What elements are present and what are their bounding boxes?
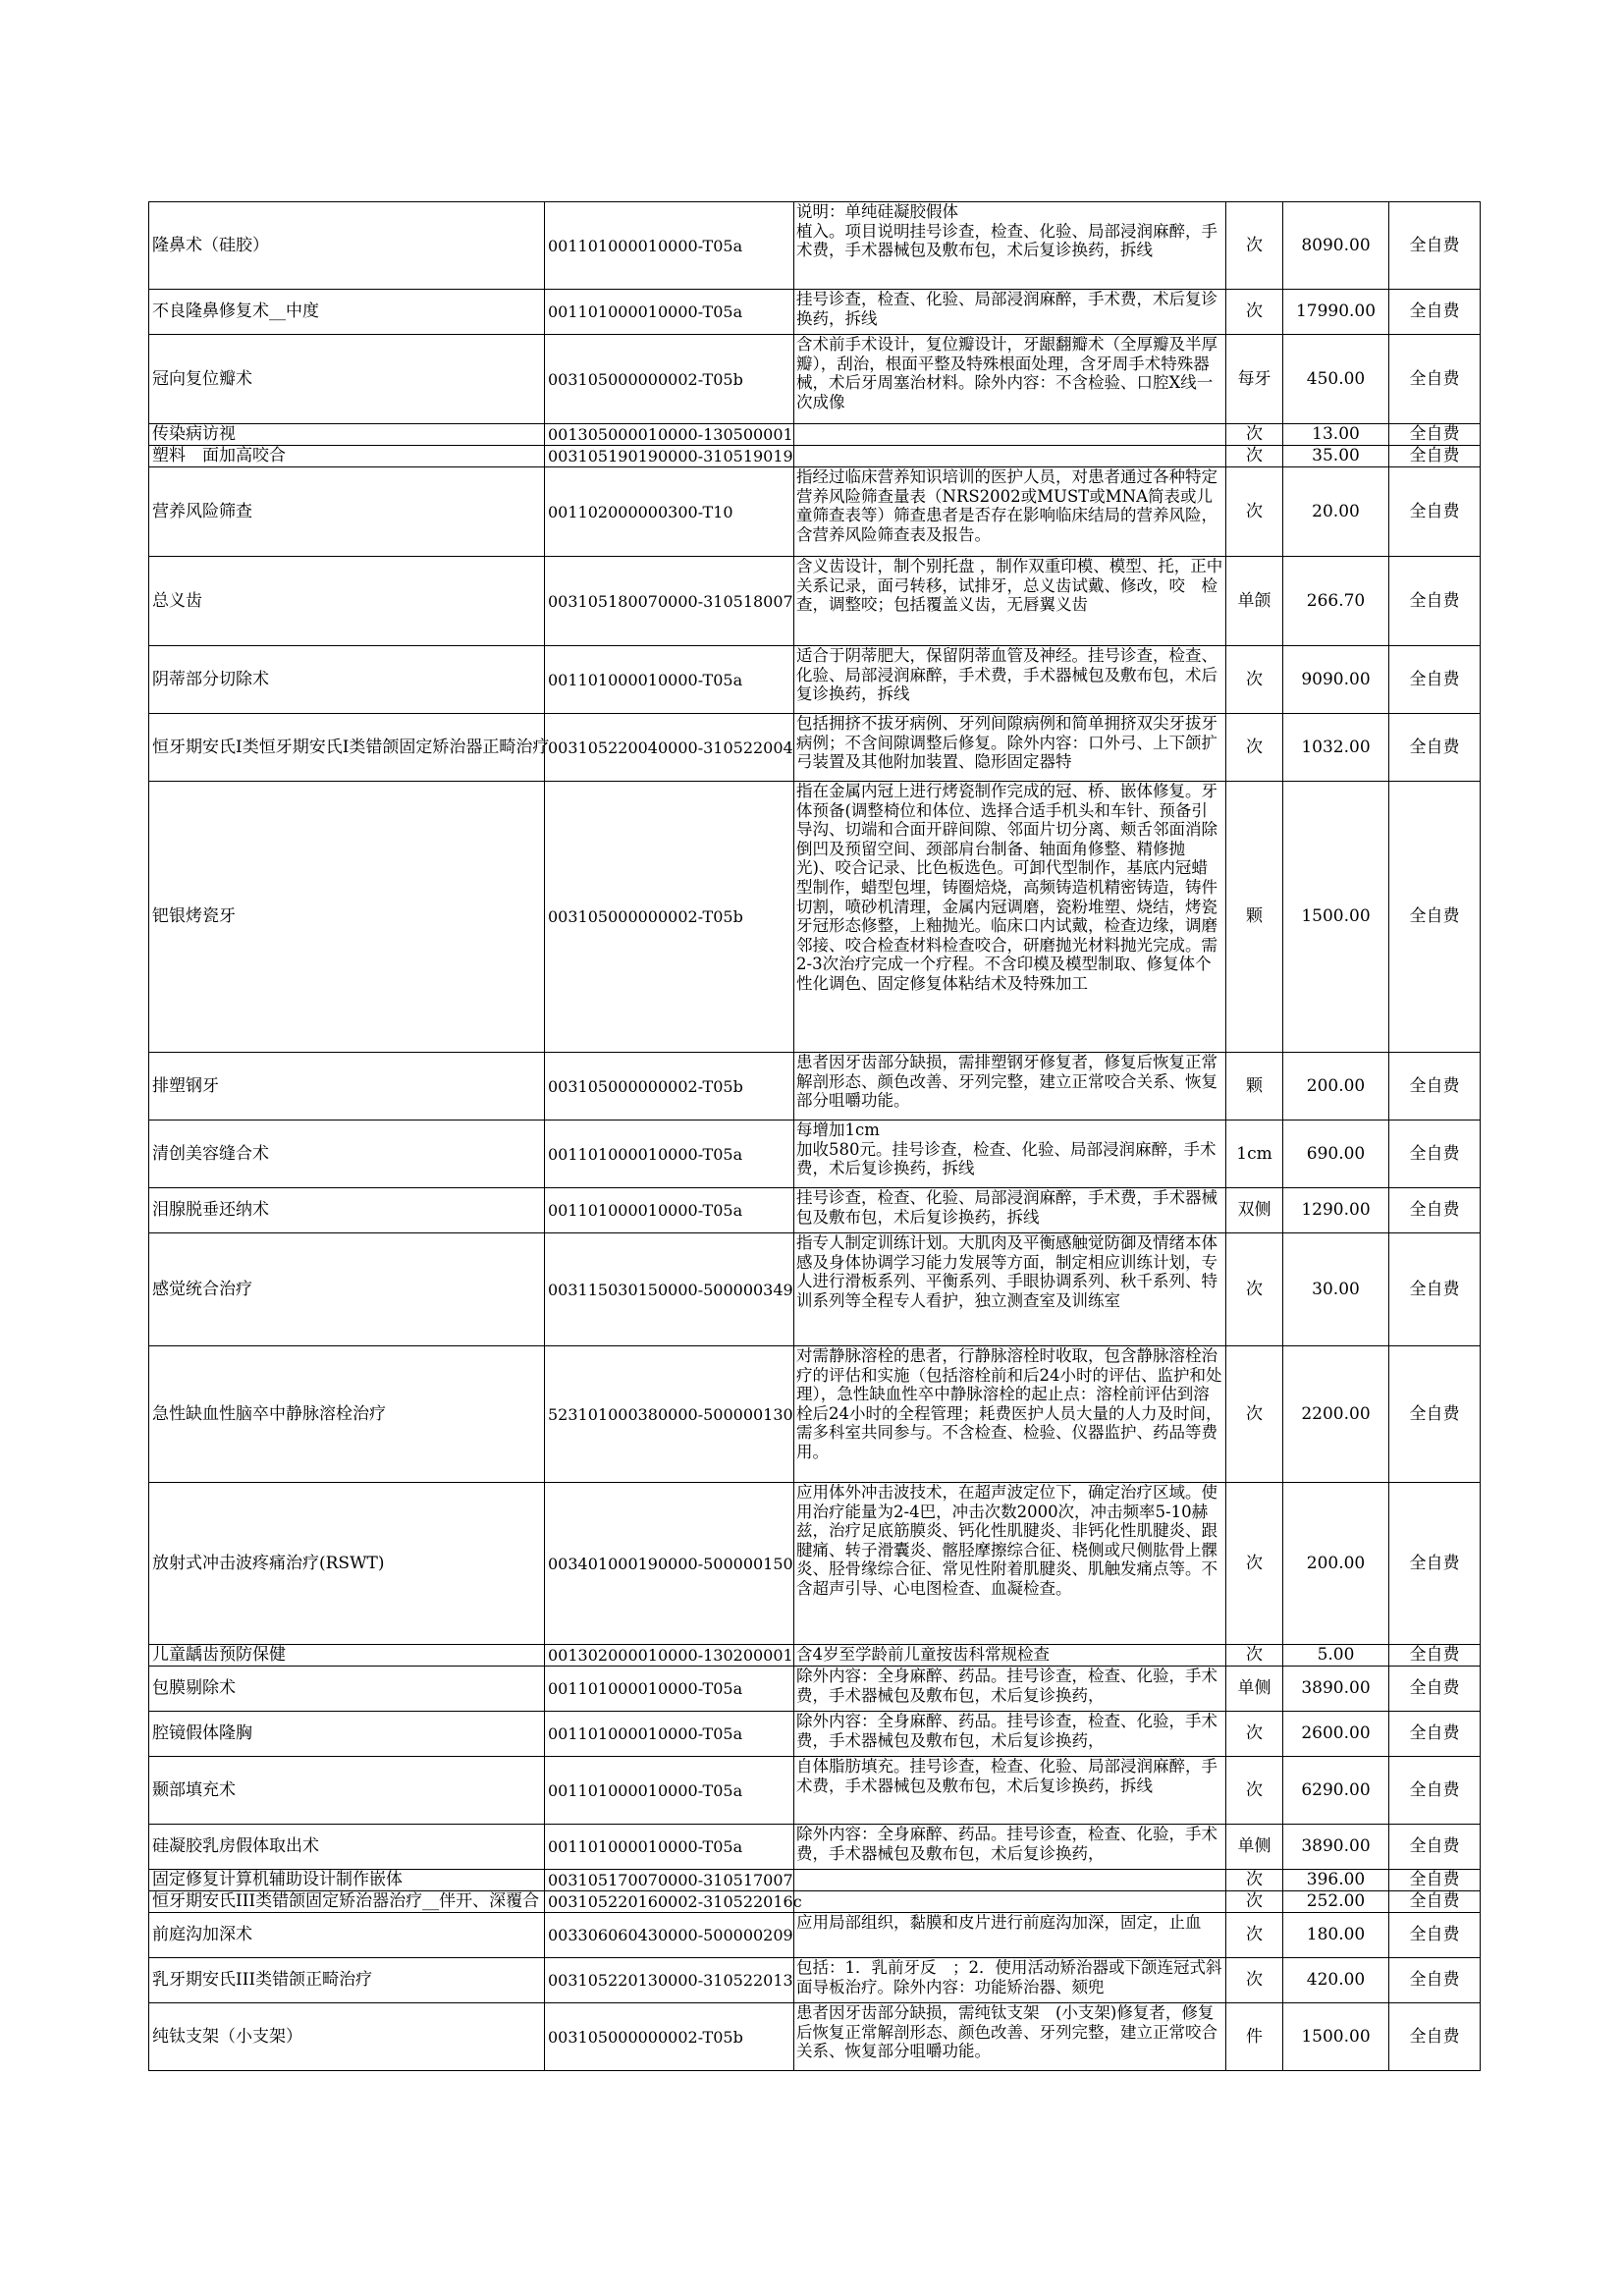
item-payment-type: 全自费 xyxy=(1389,782,1481,1053)
item-unit: 次 xyxy=(1226,1958,1283,2003)
item-code: 003105180070000-310518007 xyxy=(545,557,794,646)
item-payment-type: 全自费 xyxy=(1389,290,1481,335)
item-code: 001101000010000-T05a xyxy=(545,646,794,714)
item-description: 除外内容：全身麻醉、药品。挂号诊查，检查、化验，手术费，手术器械包及敷布包，术后复诊换药， xyxy=(794,1825,1226,1870)
item-description: 应用体外冲击波技术，在超声波定位下，确定治疗区域。使用治疗能量为2-4巴，冲击次数2000次，冲击频率5-10赫兹，治疗足底筋膜炎、钙化性肌腱炎、非钙化性肌腱炎、跟腱痛、转子滑囊炎、髂胫摩擦综合征、桡侧或尺侧肱骨上髁炎、胫骨缘综合征、常见性附着肌腱炎、肌触发痛点等。不含超声引导、心电图检查、血凝检查。 xyxy=(794,1483,1226,1645)
item-name: 儿童龋齿预防保健 xyxy=(149,1645,545,1667)
item-price: 396.00 xyxy=(1283,1870,1389,1891)
item-payment-type: 全自费 xyxy=(1389,1913,1481,1958)
item-payment-type: 全自费 xyxy=(1389,557,1481,646)
item-unit: 1cm xyxy=(1226,1121,1283,1188)
table-row xyxy=(149,1891,1481,1913)
item-price: 200.00 xyxy=(1283,1053,1389,1121)
item-price: 2600.00 xyxy=(1283,1712,1389,1757)
item-unit: 次 xyxy=(1226,424,1283,446)
item-unit: 次 xyxy=(1226,1757,1283,1825)
item-description: 挂号诊查，检查、化验、局部浸润麻醉，手术费，手术器械包及敷布包，术后复诊换药，拆线 xyxy=(794,1188,1226,1233)
item-payment-type: 全自费 xyxy=(1389,1891,1481,1913)
item-code: 001101000010000-T05a xyxy=(545,1188,794,1233)
item-description xyxy=(794,424,1226,446)
item-price: 200.00 xyxy=(1283,1483,1389,1645)
item-code: 003105220160002-310522016c xyxy=(545,1891,794,1913)
table-row xyxy=(149,467,1481,557)
item-payment-type: 全自费 xyxy=(1389,1188,1481,1233)
item-payment-type: 全自费 xyxy=(1389,1346,1481,1483)
item-price: 1032.00 xyxy=(1283,714,1389,782)
item-unit: 单侧 xyxy=(1226,1667,1283,1712)
item-name: 腔镜假体隆胸 xyxy=(149,1712,545,1757)
item-unit: 件 xyxy=(1226,2003,1283,2071)
item-code: 003306060430000-500000209 xyxy=(545,1913,794,1958)
item-payment-type: 全自费 xyxy=(1389,424,1481,446)
item-code: 001101000010000-T05a xyxy=(545,202,794,290)
item-code: 001101000010000-T05a xyxy=(545,1825,794,1870)
item-unit: 每牙 xyxy=(1226,335,1283,424)
table-row xyxy=(149,1053,1481,1121)
item-payment-type: 全自费 xyxy=(1389,714,1481,782)
item-code: 001101000010000-T05a xyxy=(545,1667,794,1712)
item-description xyxy=(794,1870,1226,1891)
item-description xyxy=(794,446,1226,467)
table-row xyxy=(149,290,1481,335)
table-row xyxy=(149,1645,1481,1667)
item-payment-type: 全自费 xyxy=(1389,335,1481,424)
item-code: 003105190190000-310519019 xyxy=(545,446,794,467)
item-price: 6290.00 xyxy=(1283,1757,1389,1825)
item-payment-type: 全自费 xyxy=(1389,1712,1481,1757)
item-unit: 单侧 xyxy=(1226,1825,1283,1870)
item-code: 001101000010000-T05a xyxy=(545,1712,794,1757)
item-name: 塑料 面加高咬合 xyxy=(149,446,545,467)
item-code: 003105170070000-310517007 xyxy=(545,1870,794,1891)
item-price: 266.70 xyxy=(1283,557,1389,646)
item-code: 003105000000002-T05b xyxy=(545,1053,794,1121)
item-name: 泪腺脱垂还纳术 xyxy=(149,1188,545,1233)
item-name: 不良隆鼻修复术__中度 xyxy=(149,290,545,335)
item-price: 252.00 xyxy=(1283,1891,1389,1913)
item-payment-type: 全自费 xyxy=(1389,1667,1481,1712)
item-description: 每增加1cm 加收580元。挂号诊查，检查、化验、局部浸润麻醉，手术费，术后复诊换药，拆线 xyxy=(794,1121,1226,1188)
item-unit: 颗 xyxy=(1226,1053,1283,1121)
item-unit: 次 xyxy=(1226,1233,1283,1346)
table-row xyxy=(149,1233,1481,1346)
item-description: 患者因牙齿部分缺损，需纯钛支架 (小支架)修复者，修复后恢复正常解剖形态、颜色改善、牙列完整，建立正常咬合关系、恢复部分咀嚼功能。 xyxy=(794,2003,1226,2071)
item-code: 003105220130000-310522013 xyxy=(545,1958,794,2003)
table-row xyxy=(149,2003,1481,2071)
item-payment-type: 全自费 xyxy=(1389,1825,1481,1870)
item-name: 钯银烤瓷牙 xyxy=(149,782,545,1053)
table-row xyxy=(149,646,1481,714)
item-price: 8090.00 xyxy=(1283,202,1389,290)
item-unit: 次 xyxy=(1226,1870,1283,1891)
item-name: 营养风险筛查 xyxy=(149,467,545,557)
item-price: 180.00 xyxy=(1283,1913,1389,1958)
item-payment-type: 全自费 xyxy=(1389,1121,1481,1188)
item-payment-type: 全自费 xyxy=(1389,1958,1481,2003)
item-price: 1500.00 xyxy=(1283,782,1389,1053)
item-unit: 次 xyxy=(1226,467,1283,557)
item-code: 001305000010000-130500001 xyxy=(545,424,794,446)
item-unit: 次 xyxy=(1226,646,1283,714)
table-row xyxy=(149,1913,1481,1958)
item-unit: 次 xyxy=(1226,1891,1283,1913)
item-name: 恒牙期安氏III类错颌固定矫治器治疗__伴开、深覆合 xyxy=(149,1891,545,1913)
item-price: 690.00 xyxy=(1283,1121,1389,1188)
table-row xyxy=(149,1712,1481,1757)
item-code: 003105000000002-T05b xyxy=(545,335,794,424)
table-row xyxy=(149,1825,1481,1870)
item-code: 003105000000002-T05b xyxy=(545,2003,794,2071)
item-unit: 次 xyxy=(1226,202,1283,290)
table-row xyxy=(149,782,1481,1053)
item-description: 应用局部组织，黏膜和皮片进行前庭沟加深，固定，止血 xyxy=(794,1913,1226,1958)
item-name: 前庭沟加深术 xyxy=(149,1913,545,1958)
item-unit: 次 xyxy=(1226,1483,1283,1645)
item-unit: 次 xyxy=(1226,1913,1283,1958)
item-price: 3890.00 xyxy=(1283,1825,1389,1870)
table-row xyxy=(149,714,1481,782)
item-price: 3890.00 xyxy=(1283,1667,1389,1712)
table-row xyxy=(149,335,1481,424)
item-payment-type: 全自费 xyxy=(1389,1483,1481,1645)
item-payment-type: 全自费 xyxy=(1389,646,1481,714)
price-table xyxy=(148,201,1481,2071)
item-description: 适合于阴蒂肥大，保留阴蒂血管及神经。挂号诊查，检查、化验、局部浸润麻醉，手术费，手术器械包及敷布包，术后复诊换药，拆线 xyxy=(794,646,1226,714)
item-code: 003401000190000-500000150 xyxy=(545,1483,794,1645)
price-table-body xyxy=(149,202,1481,2071)
item-description: 包括拥挤不拔牙病例、牙列间隙病例和简单拥挤双尖牙拔牙病例；不含间隙调整后修复。除外内容：口外弓、上下颌扩弓装置及其他附加装置、隐形固定器特 xyxy=(794,714,1226,782)
item-code: 003115030150000-500000349 xyxy=(545,1233,794,1346)
table-row xyxy=(149,1346,1481,1483)
item-price: 35.00 xyxy=(1283,446,1389,467)
table-row xyxy=(149,424,1481,446)
item-code: 001101000010000-T05a xyxy=(545,1121,794,1188)
item-unit: 次 xyxy=(1226,1346,1283,1483)
item-name: 感觉统合治疗 xyxy=(149,1233,545,1346)
item-name: 总义齿 xyxy=(149,557,545,646)
item-payment-type: 全自费 xyxy=(1389,202,1481,290)
item-code: 001101000010000-T05a xyxy=(545,1757,794,1825)
table-row xyxy=(149,1483,1481,1645)
item-name: 阴蒂部分切除术 xyxy=(149,646,545,714)
item-price: 17990.00 xyxy=(1283,290,1389,335)
item-price: 420.00 xyxy=(1283,1958,1389,2003)
item-unit: 次 xyxy=(1226,1645,1283,1667)
item-description: 指经过临床营养知识培训的医护人员，对患者通过各种特定营养风险筛查量表（NRS2002或MUST或MNA简表或儿童筛查表等）筛查患者是否存在影响临床结局的营养风险，含营养风险筛查表及报告。 xyxy=(794,467,1226,557)
item-description: 说明：单纯硅凝胶假体 植入。项目说明挂号诊查，检查、化验、局部浸润麻醉，手术费，手术器械包及敷布包，术后复诊换药，拆线 xyxy=(794,202,1226,290)
table-row xyxy=(149,1870,1481,1891)
item-code: 523101000380000-500000130 xyxy=(545,1346,794,1483)
item-payment-type: 全自费 xyxy=(1389,446,1481,467)
item-unit: 次 xyxy=(1226,290,1283,335)
item-description xyxy=(794,1891,1226,1913)
item-price: 5.00 xyxy=(1283,1645,1389,1667)
item-code: 001102000000300-T10 xyxy=(545,467,794,557)
item-unit: 次 xyxy=(1226,714,1283,782)
item-description: 含义齿设计，制个别托盘 ，制作双重印模、模型、托，正中 关系记录，面弓转移，试排牙，总义齿试戴、修改，咬 检查，调整咬；包括覆盖义齿，无唇翼义齿 xyxy=(794,557,1226,646)
table-row xyxy=(149,202,1481,290)
item-price: 1290.00 xyxy=(1283,1188,1389,1233)
item-payment-type: 全自费 xyxy=(1389,2003,1481,2071)
item-description: 患者因牙齿部分缺损，需排塑钢牙修复者，修复后恢复正常解剖形态、颜色改善、牙列完整，建立正常咬合关系、恢复部分咀嚼功能。 xyxy=(794,1053,1226,1121)
item-name: 清创美容缝合术 xyxy=(149,1121,545,1188)
item-description: 含术前手术设计，复位瓣设计，牙龈翻瓣术（全厚瓣及半厚瓣），刮治，根面平整及特殊根面处理，含牙周手术特殊器械，术后牙周塞治材料。除外内容：不含检验、口腔X线一次成像 xyxy=(794,335,1226,424)
table-row xyxy=(149,1121,1481,1188)
item-code: 003105000000002-T05b xyxy=(545,782,794,1053)
item-price: 450.00 xyxy=(1283,335,1389,424)
item-payment-type: 全自费 xyxy=(1389,1757,1481,1825)
item-price: 20.00 xyxy=(1283,467,1389,557)
item-unit: 单颌 xyxy=(1226,557,1283,646)
item-code: 003105220040000-310522004 xyxy=(545,714,794,782)
table-row xyxy=(149,1958,1481,2003)
table-row xyxy=(149,1667,1481,1712)
item-code: 001302000010000-130200001 xyxy=(545,1645,794,1667)
table-row xyxy=(149,1757,1481,1825)
item-name: 放射式冲击波疼痛治疗(RSWT) xyxy=(149,1483,545,1645)
item-name: 冠向复位瓣术 xyxy=(149,335,545,424)
item-name: 急性缺血性脑卒中静脉溶栓治疗 xyxy=(149,1346,545,1483)
item-description: 除外内容：全身麻醉、药品。挂号诊查，检查、化验，手术费，手术器械包及敷布包，术后复诊换药， xyxy=(794,1667,1226,1712)
item-description: 指在金属内冠上进行烤瓷制作完成的冠、桥、嵌体修复。牙体预备(调整椅位和体位、选择合适手机头和车针、预备引导沟、切端和合面开辟间隙、邻面片切分离、颊舌邻面消除倒凹及预留空间、颈部肩台制备、轴面角修整、精修抛光)、咬合记录、比色板选色。可卸代型制作，基底内冠蜡型制作，蜡型包埋，铸圈焙烧，高频铸造机精密铸造，铸件切割，喷砂机清理，金属内冠调磨，瓷粉堆塑、烧结，烤瓷牙冠形态修整，上釉抛光。临床口内试戴，检查边缘，调磨邻接、咬合检查材料检查咬合，研磨抛光材料抛光完成。需2-3次治疗完成一个疗程。不含印模及模型制取、修复体个性化调色、固定修复体粘结术及特殊加工 xyxy=(794,782,1226,1053)
item-unit: 颗 xyxy=(1226,782,1283,1053)
item-name: 纯钛支架（小支架） xyxy=(149,2003,545,2071)
item-name: 固定修复计算机辅助设计制作嵌体 xyxy=(149,1870,545,1891)
item-description: 包括：1．乳前牙反 ；2．使用活动矫治器或下颌连冠式斜面导板治疗。除外内容：功能矫治器、颏兜 xyxy=(794,1958,1226,2003)
item-payment-type: 全自费 xyxy=(1389,1233,1481,1346)
item-name: 乳牙期安氏III类错颌正畸治疗 xyxy=(149,1958,545,2003)
item-payment-type: 全自费 xyxy=(1389,1053,1481,1121)
item-description: 挂号诊查，检查、化验、局部浸润麻醉，手术费，术后复诊换药，拆线 xyxy=(794,290,1226,335)
item-payment-type: 全自费 xyxy=(1389,1645,1481,1667)
item-price: 30.00 xyxy=(1283,1233,1389,1346)
item-name: 排塑钢牙 xyxy=(149,1053,545,1121)
item-name: 恒牙期安氏I类恒牙期安氏I类错颌固定矫治器正畸治疗 xyxy=(149,714,545,782)
item-payment-type: 全自费 xyxy=(1389,1870,1481,1891)
table-row xyxy=(149,1188,1481,1233)
item-payment-type: 全自费 xyxy=(1389,467,1481,557)
item-description: 自体脂肪填充。挂号诊查，检查、化验、局部浸润麻醉，手术费，手术器械包及敷布包，术后复诊换药，拆线 xyxy=(794,1757,1226,1825)
table-row xyxy=(149,557,1481,646)
table-row xyxy=(149,446,1481,467)
item-unit: 双侧 xyxy=(1226,1188,1283,1233)
item-unit: 次 xyxy=(1226,1712,1283,1757)
item-price: 9090.00 xyxy=(1283,646,1389,714)
item-price: 13.00 xyxy=(1283,424,1389,446)
item-description: 含4岁至学龄前儿童按齿科常规检查 xyxy=(794,1645,1226,1667)
item-unit: 次 xyxy=(1226,446,1283,467)
item-description: 对需静脉溶栓的患者，行静脉溶栓时收取，包含静脉溶栓治疗的评估和实施（包括溶栓前和后24小时的评估、监护和处理），急性缺血性卒中静脉溶栓的起止点：溶栓前评估到溶栓后24小时的全程管理；耗费医护人员大量的人力及时间，需多科室共同参与。不含检查、检验、仪器监护、药品等费用。 xyxy=(794,1346,1226,1483)
item-price: 1500.00 xyxy=(1283,2003,1389,2071)
item-name: 颞部填充术 xyxy=(149,1757,545,1825)
item-name: 包膜剔除术 xyxy=(149,1667,545,1712)
item-name: 传染病访视 xyxy=(149,424,545,446)
item-description: 指专人制定训练计划。大肌肉及平衡感触觉防御及情绪本体感及身体协调学习能力发展等方面，制定相应训练计划，专人进行滑板系列、平衡系列、手眼协调系列、秋千系列、特训系列等全程专人看护，独立测查室及训练室 xyxy=(794,1233,1226,1346)
item-name: 隆鼻术（硅胶） xyxy=(149,202,545,290)
item-code: 001101000010000-T05a xyxy=(545,290,794,335)
item-price: 2200.00 xyxy=(1283,1346,1389,1483)
item-name: 硅凝胶乳房假体取出术 xyxy=(149,1825,545,1870)
item-description: 除外内容：全身麻醉、药品。挂号诊查，检查、化验，手术费，手术器械包及敷布包，术后复诊换药， xyxy=(794,1712,1226,1757)
